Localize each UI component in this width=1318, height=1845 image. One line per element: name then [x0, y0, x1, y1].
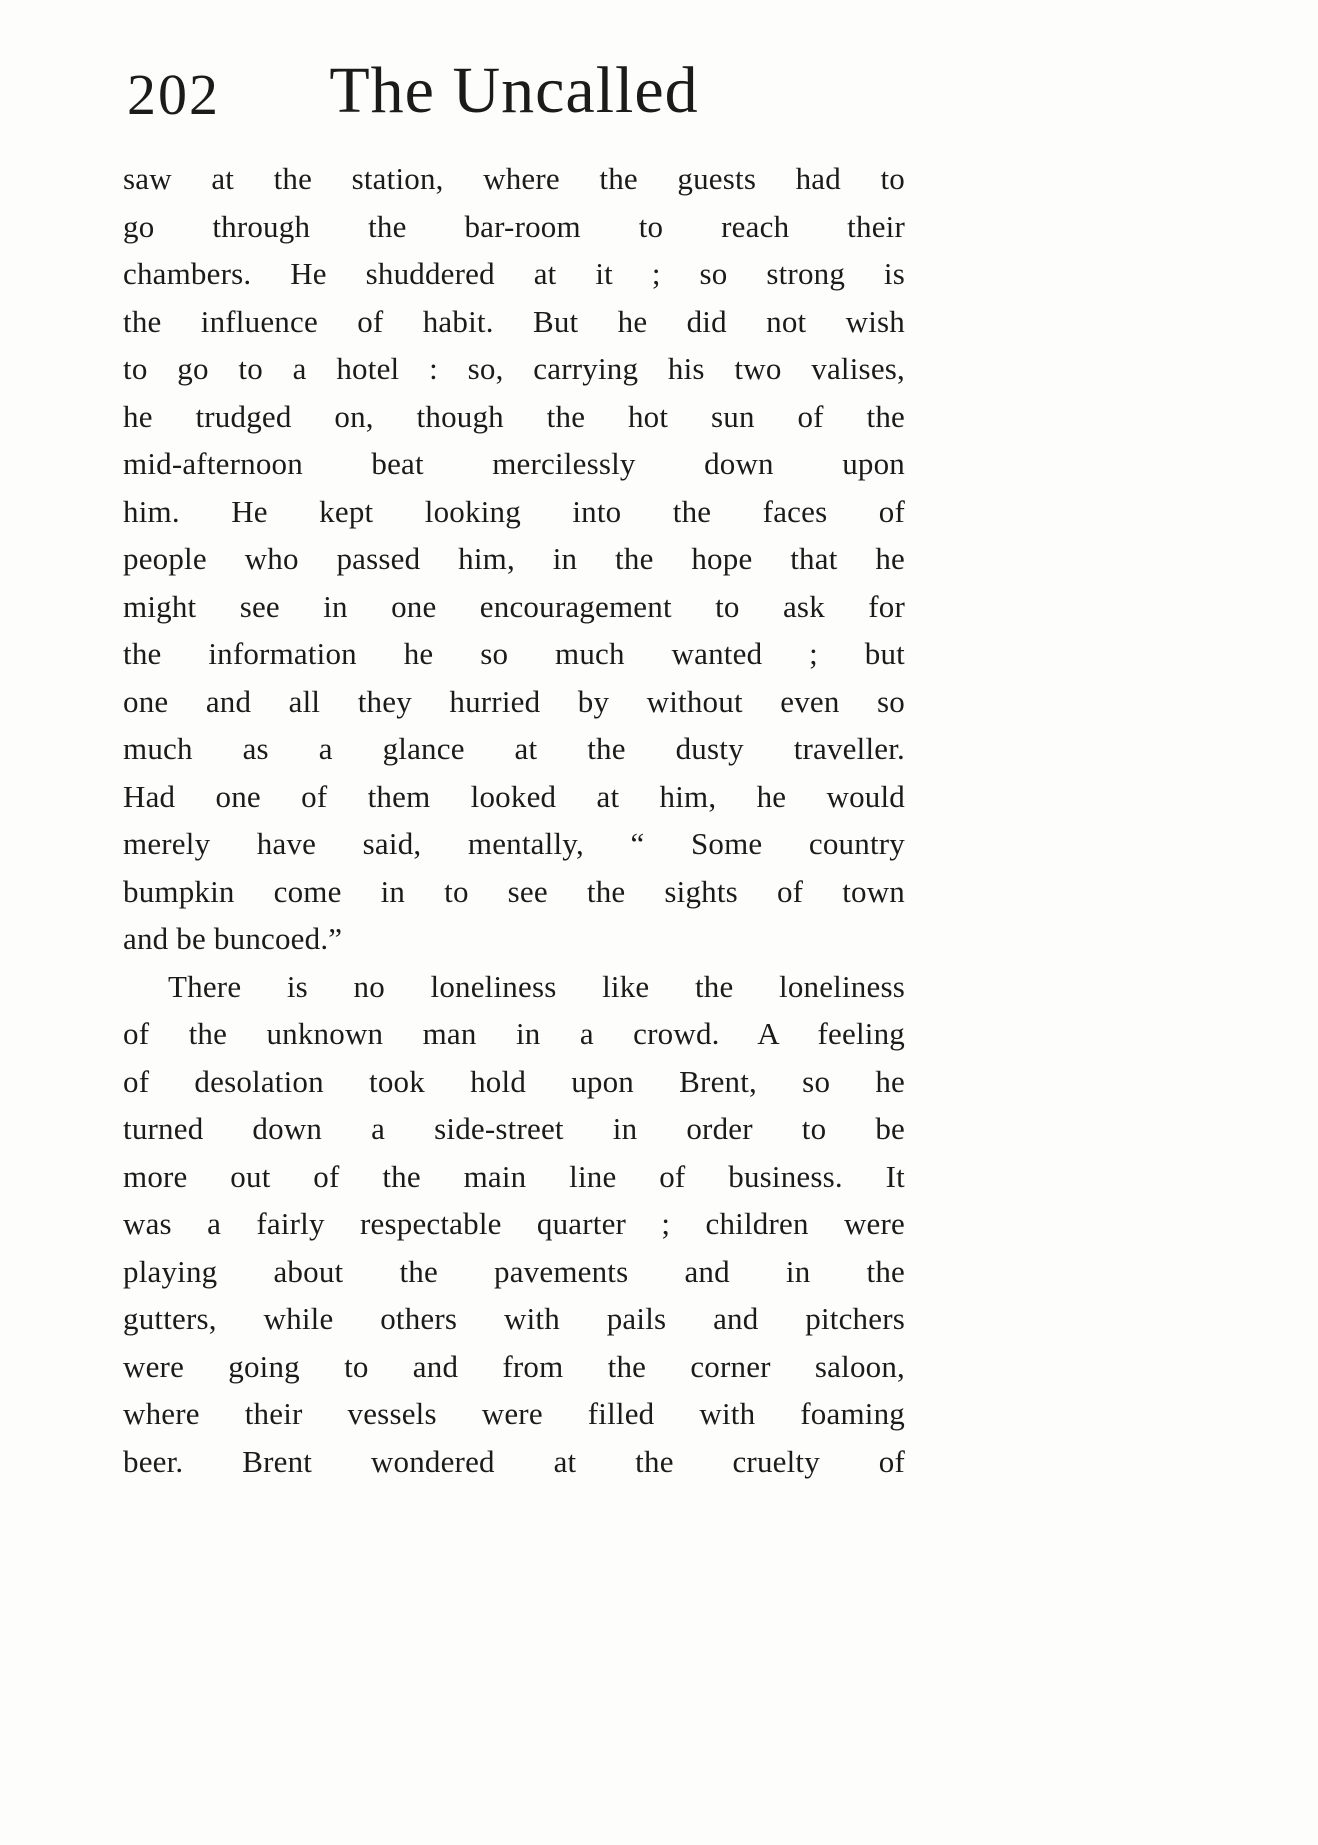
text-line: he trudged on, though the hot sun of the: [123, 398, 905, 434]
text-line: were going to and from the corner saloon,: [123, 1348, 905, 1384]
text-line: merely have said, mentally, “ Some country: [123, 826, 905, 861]
text-line: chambers. He shuddered at it ; so strong is: [123, 256, 905, 291]
text-line: one and all they hurried by without even so: [123, 683, 905, 719]
text-line: mid-afternoon beat mercilessly down upon: [123, 446, 905, 481]
text-line: him. He kept looking into the faces of: [123, 493, 905, 529]
text-line: There is no loneliness like the loneliness: [168, 968, 905, 1004]
text-line: the influence of habit. But he did not wish: [123, 303, 905, 339]
text-line: much as a glance at the dusty traveller.: [123, 731, 905, 766]
paragraph: [123, 155, 905, 963]
text-line: to go to a hotel : so, carrying his two valises,: [123, 351, 905, 386]
text-line: gutters, while others with pails and pitchers: [123, 1301, 905, 1336]
text-line: playing about the pavements and in the: [123, 1253, 905, 1289]
text-body: [123, 155, 905, 1485]
text-line: saw at the station, where the guests had to: [123, 161, 905, 196]
text-line: where their vessels were filled with foaming: [123, 1396, 905, 1431]
page-number: 202: [127, 62, 220, 127]
text-line: of the unknown man in a crowd. A feeling: [123, 1016, 905, 1051]
text-line: of desolation took hold upon Brent, so he: [123, 1063, 905, 1099]
text-line: was a fairly respectable quarter ; children were: [123, 1206, 905, 1241]
text-line: might see in one encouragement to ask for: [123, 588, 905, 624]
text-line: beer. Brent wondered at the cruelty of: [123, 1443, 905, 1479]
text-line: the information he so much wanted ; but: [123, 636, 905, 671]
text-line: go through the bar-room to reach their: [123, 208, 905, 244]
paragraph: [123, 963, 905, 1486]
page-title: The Uncalled: [329, 54, 699, 127]
page-header: [123, 54, 905, 138]
text-line: more out of the main line of business. It: [123, 1158, 905, 1194]
text-line: turned down a side-street in order to be: [123, 1111, 905, 1146]
text-line: people who passed him, in the hope that he: [123, 541, 905, 576]
text-line: Had one of them looked at him, he would: [123, 778, 905, 814]
text-line: and be buncoed.”: [123, 921, 343, 956]
text-line: bumpkin come in to see the sights of town: [123, 873, 905, 909]
